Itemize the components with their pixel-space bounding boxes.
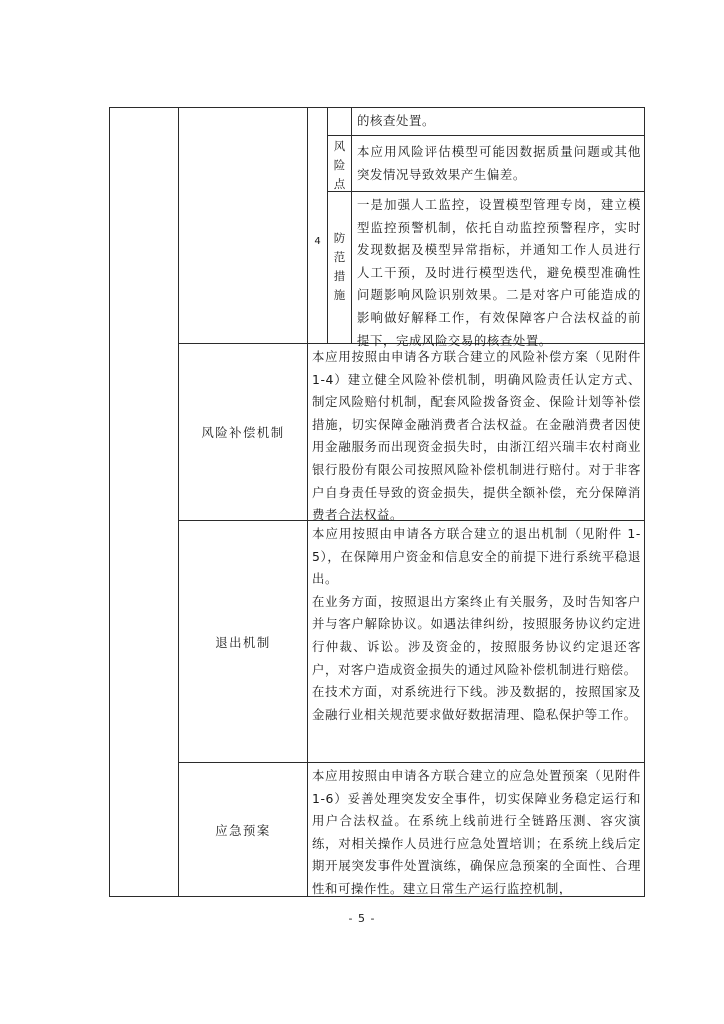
emergency-plan-label: 应急预案: [215, 822, 271, 838]
risk-point-label: 风险点: [333, 139, 346, 191]
table-border-top: [109, 107, 645, 108]
risk-point-text: 本应用风险评估模型可能因数据质量问题或其他突发情况导致效果产生偏差。: [357, 144, 641, 182]
row-divider-1: [327, 135, 645, 136]
emergency-plan-text: [312, 765, 641, 895]
exit-mechanism-paragraph-2: 在业务方面，按照退出方案终止有关服务，及时告知客户并与客户解除协议。如遇法律纠纷，按照服务协议约定进行仲裁、诉讼。涉及资金的，按照服务协议约定退还客户，对客户造成资金损失的通过风险补偿机制进行赔偿。: [312, 593, 641, 677]
row-continuation-text: 的核查处置。: [357, 113, 435, 128]
risk-compensation-text: [312, 346, 641, 527]
column-divider-2: [307, 107, 308, 897]
row-divider-2: [327, 191, 645, 192]
table-border-bottom: [109, 896, 645, 897]
emergency-plan-paragraph: 本应用按照由申请各方联合建立的应急处置预案（见附件 1-6）妥善处理突发安全事件，切实保障业务稳定运行和用户合法权益。在系统上线前进行全链路压测、容灾演练，对相关操作人员进行应急处置培训；在系统上线后定期开展突发事件处置演练，确保应急预案的全面性、合理性和可操作性。建立日常生产运行监控机制，: [312, 768, 641, 895]
exit-mechanism-label: 退出机制: [215, 634, 271, 650]
risk-compensation-paragraph: 本应用按照由申请各方联合建立的风险补偿方案（见附件 1-4）建立健全风险补偿机制，明确风险责任认定方式、制定风险赔付机制，配套风险拨备资金、保险计划等补偿措施，切实保障金融消费者合法权益。在金融消费者因使用金融服务而出现资金损失时，由浙江绍兴瑞丰农村商业银行股份有限公司按照风险补偿机制进行赔付。对于非客户自身责任导致的资金损失，提供全额补偿，充分保障消费者合法权益。: [312, 349, 641, 523]
exit-mechanism-text: [312, 523, 641, 726]
risk-compensation-label: 风险补偿机制: [201, 425, 285, 440]
table-border-right: [644, 107, 645, 897]
table-border-left: [109, 107, 110, 897]
page-number: - 5 -: [348, 912, 376, 925]
prevention-label: 防范措施: [333, 231, 346, 302]
exit-mechanism-paragraph-1: 本应用按照由申请各方联合建立的退出机制（见附件 1-5），在保障用户资金和信息安全的前提下进行系统平稳退出。: [312, 526, 641, 587]
exit-mechanism-paragraph-3: 在技术方面，对系统进行下线。涉及数据的，按照国家及金融行业相关规范要求做好数据清理、隐私保护等工作。: [312, 684, 641, 722]
column-divider-4: [351, 107, 352, 343]
column-divider-3: [327, 107, 328, 343]
prevention-index: 4: [314, 236, 321, 247]
prevention-text: 一是加强人工监控，设置模型管理专岗，建立模型监控预警机制，依托自动监控预警程序，实时发现数据及模型异常指标，并通知工作人员进行人工干预，及时进行模型迭代，避免模型准确性问题影响风险识别效果。二是对客户可能造成的影响做好解释工作，有效保障客户合法权益的前提下，完成风险交易的核查处置。: [357, 197, 641, 348]
